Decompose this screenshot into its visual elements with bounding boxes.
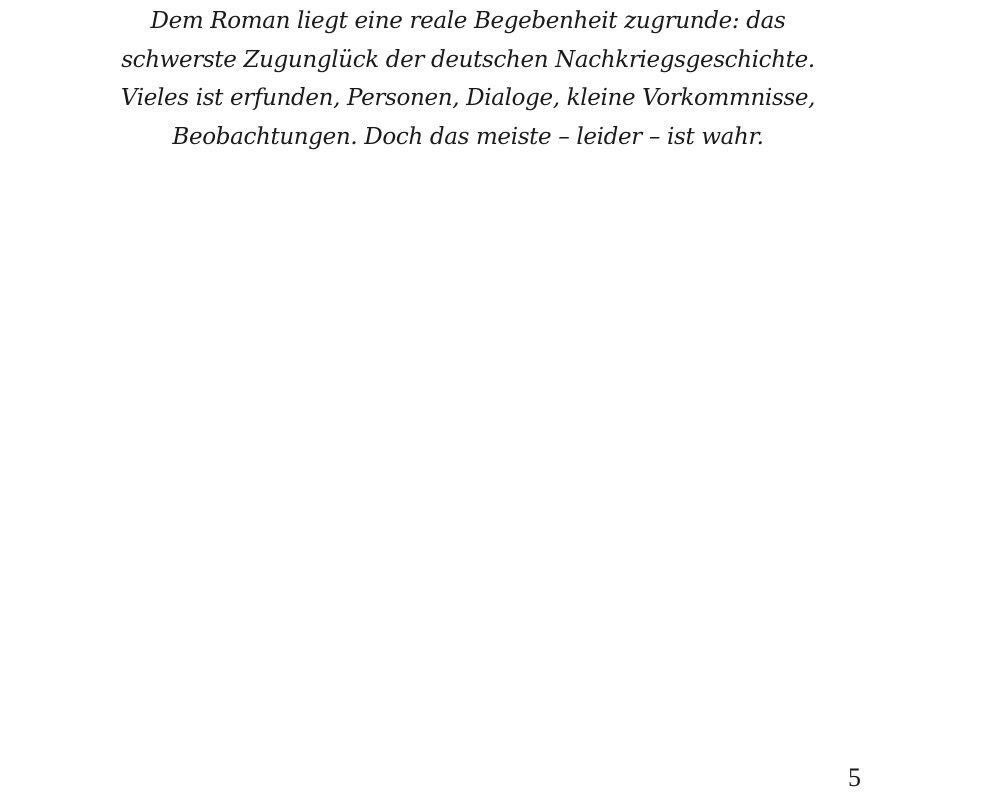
epigraph-paragraph bbox=[0, 2, 936, 156]
epigraph-line-4: Beobachtungen. Doch das meiste – leider – ist wahr. bbox=[172, 123, 764, 150]
page-number: 5 bbox=[848, 763, 861, 792]
epigraph-line-1: Dem Roman liegt eine reale Begebenheit zugrunde: das bbox=[150, 8, 786, 34]
epigraph-line-2: schwerste Zugunglück der deutschen Nachkriegsgeschichte. bbox=[121, 46, 815, 73]
epigraph-line-3: Vieles ist erfunden, Personen, Dialoge, kleine Vorkommnisse, bbox=[120, 85, 816, 111]
